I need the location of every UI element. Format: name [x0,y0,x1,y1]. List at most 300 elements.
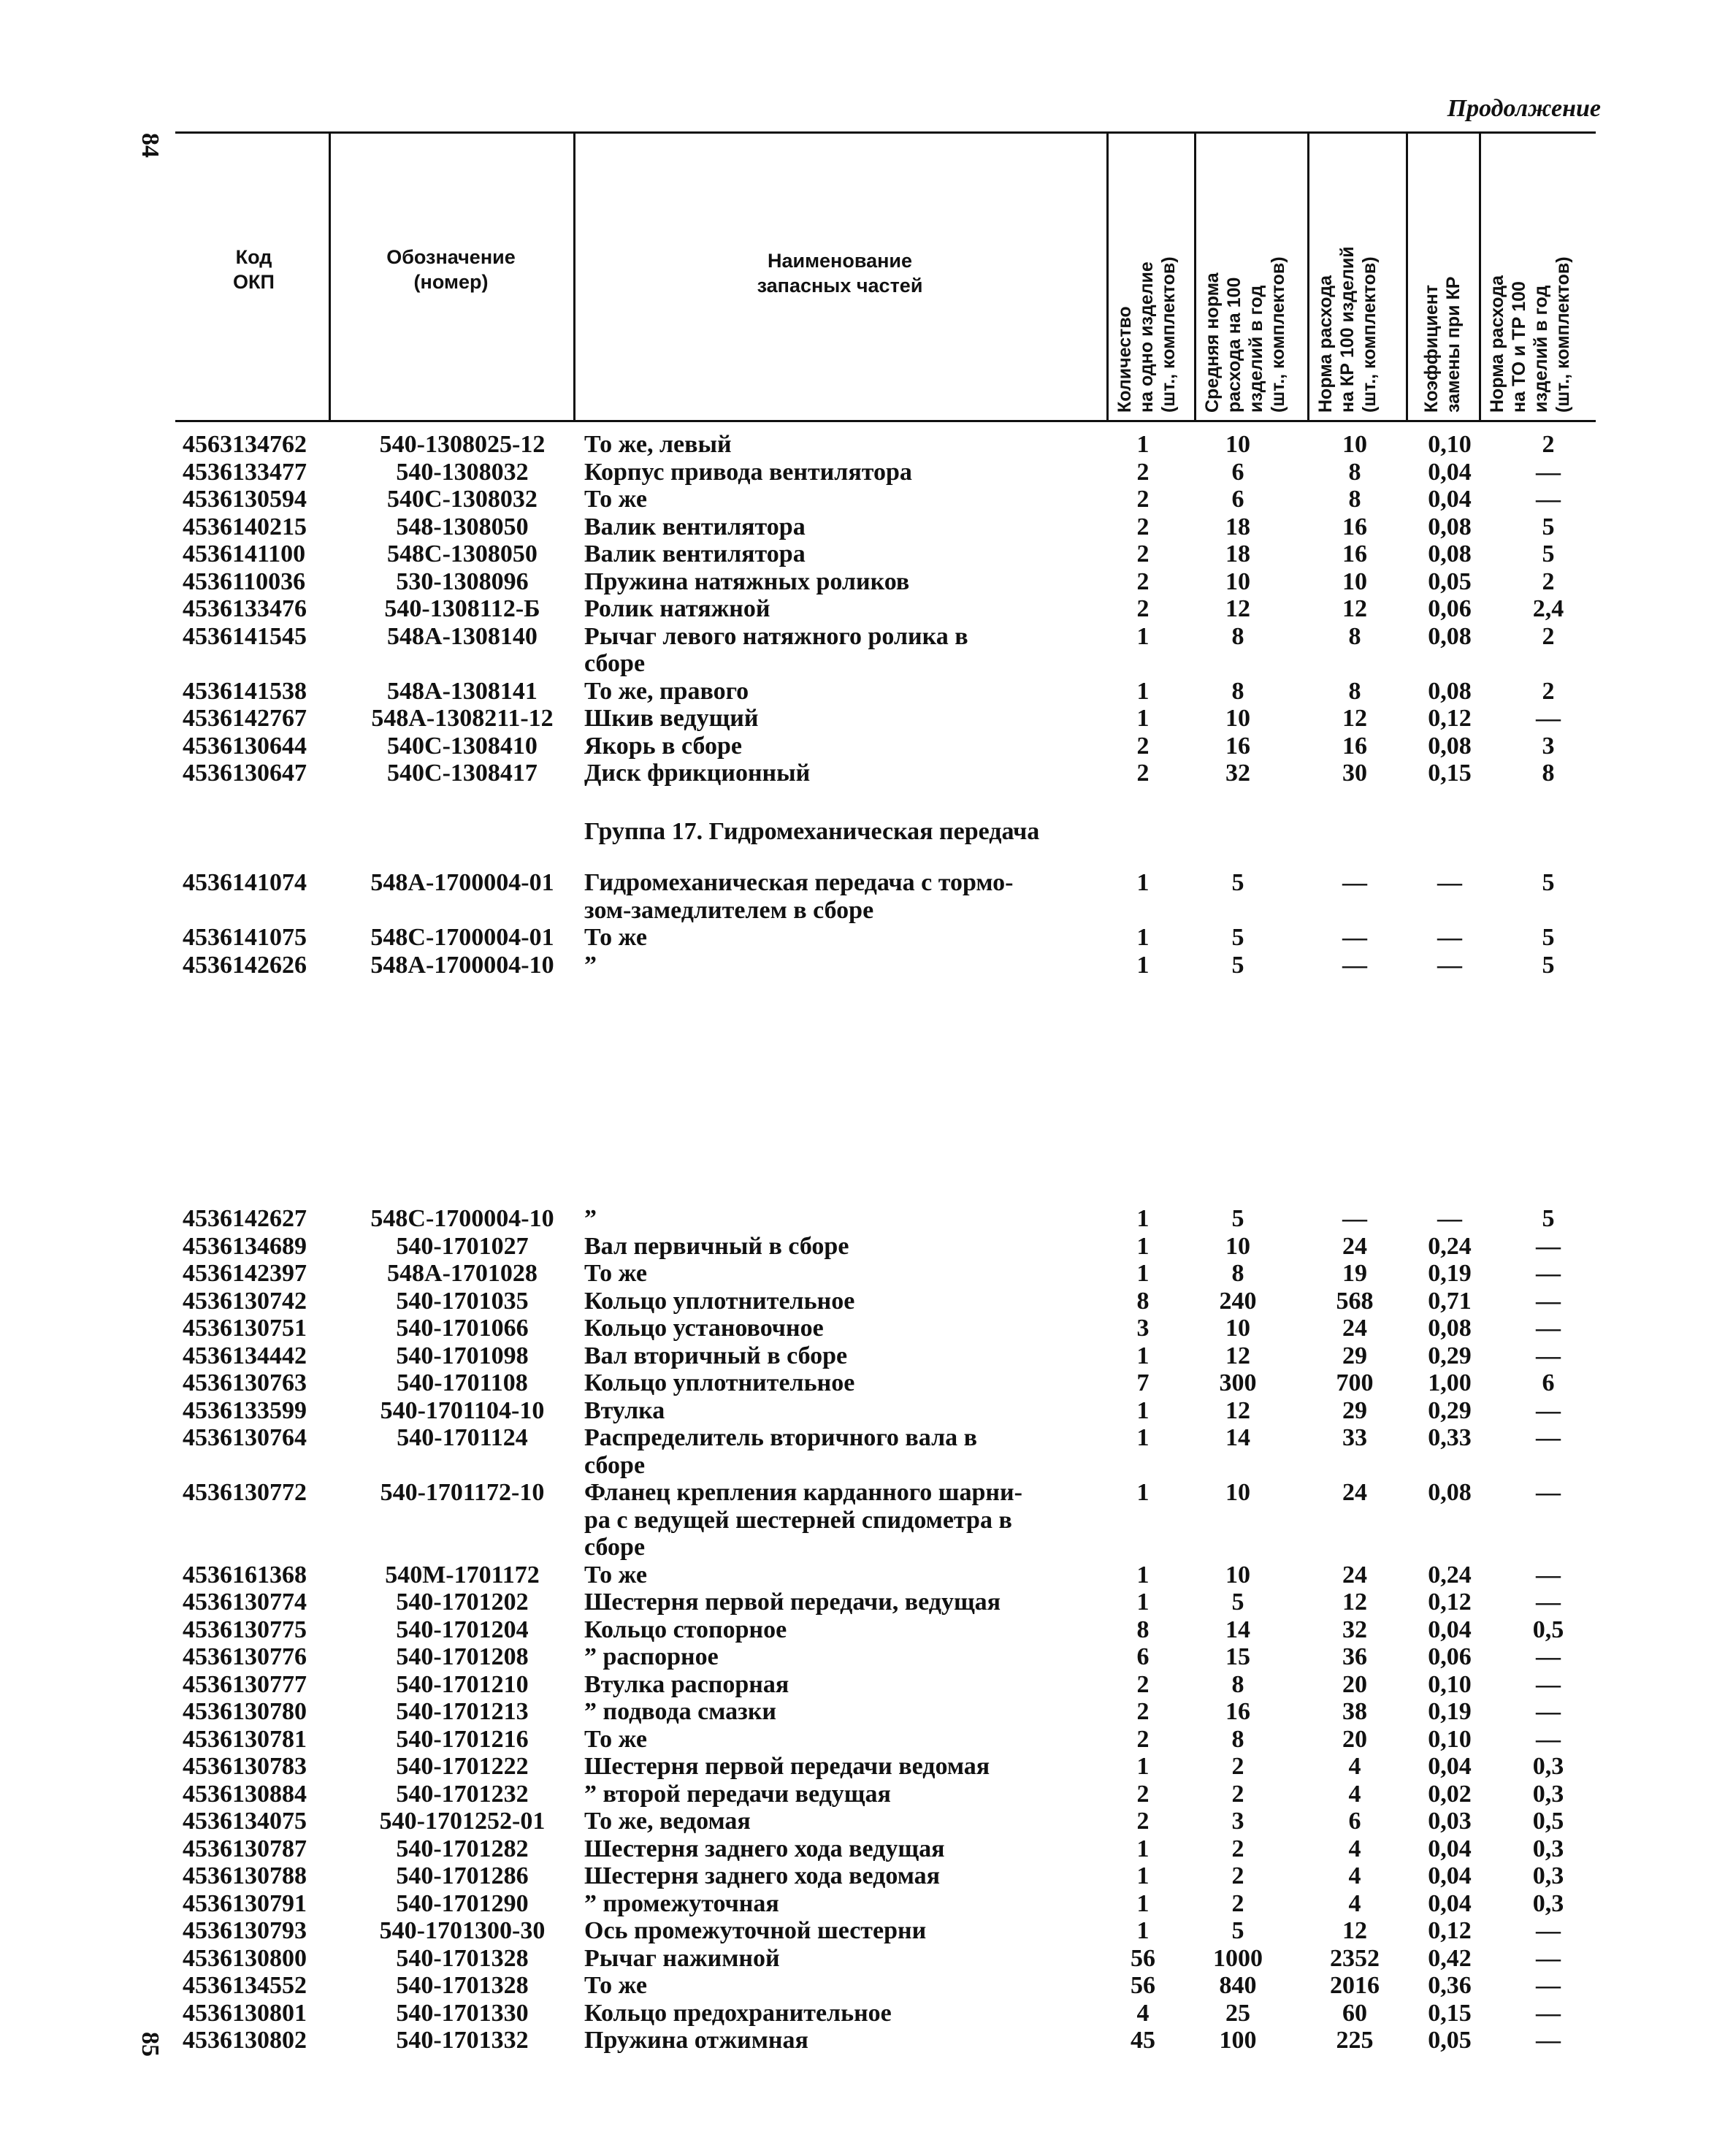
cell-kr: 4 [1348,1889,1361,1917]
cell-coef: 0,08 [1428,622,1472,650]
cell-qty: 1 [1136,677,1150,705]
continuation-label: Продолжение [1447,95,1601,122]
cell-qty: 1 [1136,1205,1150,1232]
cell-avg: 10 [1225,1561,1250,1589]
cell-kr: 20 [1342,1670,1367,1698]
cell-coef: 0,08 [1428,540,1472,567]
cell-kr: 24 [1342,1479,1367,1506]
cell-designation: 540-1701124 [397,1424,528,1451]
cell-coef: 0,19 [1428,1260,1472,1287]
cell-designation: 540-1701204 [396,1616,529,1643]
cell-qty: 2 [1136,1698,1150,1725]
cell-kr: 10 [1342,567,1367,595]
cell-to: 0,3 [1532,1889,1564,1917]
cell-to: — [1536,1260,1561,1287]
cell-kr: — [1342,1205,1367,1232]
col-divider [1406,131,1408,422]
cell-qty: 1 [1136,1561,1150,1589]
cell-kr: 10 [1342,431,1367,458]
cell-kr: 700 [1336,1369,1374,1396]
cell-avg: 10 [1225,1232,1250,1260]
cell-designation: 548С-1700004-01 [370,924,554,951]
cell-designation: 540-1701035 [396,1287,529,1315]
cell-to: — [1536,1287,1561,1315]
cell-code: 4536130791 [183,1889,307,1917]
cell-code: 4536141075 [183,924,307,951]
cell-coef: 0,19 [1428,1698,1472,1725]
cell-designation: 540М-1701172 [385,1561,540,1589]
cell-to: — [1536,1670,1561,1698]
cell-code: 4536130793 [183,1917,307,1944]
cell-code: 4536133477 [183,458,307,486]
cell-coef: 0,04 [1428,1753,1472,1780]
cell-qty: 1 [1136,1260,1150,1287]
cell-avg: 1000 [1213,1944,1263,1972]
cell-to: — [1536,1725,1561,1753]
cell-to: 0,5 [1532,1616,1564,1643]
cell-name: То же, ведомая [584,1808,751,1835]
cell-coef: 0,24 [1428,1232,1472,1260]
cell-qty: 1 [1136,1396,1150,1424]
cell-code: 4536142626 [183,951,307,979]
cell-name: Корпус привода вентилятора [584,458,912,486]
cell-avg: 10 [1225,705,1250,732]
cell-designation: 540С-1308032 [387,486,538,513]
cell-code: 4536142767 [183,705,307,732]
cell-kr: — [1342,924,1367,951]
cell-name: То же [584,1561,647,1589]
col-divider [329,131,331,422]
cell-designation: 540-1701098 [396,1342,529,1369]
cell-coef: 0,29 [1428,1396,1472,1424]
cell-code: 4536130780 [183,1698,307,1725]
cell-kr: 8 [1348,622,1361,650]
cell-designation: 540-1701290 [396,1889,529,1917]
col-divider [1307,131,1309,422]
cell-coef: 0,12 [1428,705,1472,732]
cell-code: 4536130594 [183,486,307,513]
cell-qty: 2 [1136,1725,1150,1753]
cell-to: — [1536,1479,1561,1506]
cell-designation: 540-1701286 [396,1862,529,1889]
cell-to: 2 [1542,677,1555,705]
cell-qty: 1 [1136,1232,1150,1260]
cell-code: 4536134075 [183,1808,307,1835]
cell-name: ” [584,1205,597,1232]
cell-avg: 10 [1225,1315,1250,1342]
cell-qty: 1 [1136,705,1150,732]
cell-coef: 0,10 [1428,1725,1472,1753]
cell-kr: 30 [1342,760,1367,787]
cell-qty: 2 [1136,486,1150,513]
cell-code: 4536141074 [183,869,307,896]
cell-kr: 33 [1342,1424,1367,1451]
cell-code: 4536141100 [183,540,306,567]
cell-to: 3 [1542,732,1555,760]
cell-name: То же [584,1725,647,1753]
cell-qty: 1 [1136,951,1150,979]
cell-designation: 548А-1308211-12 [371,705,554,732]
cell-coef: — [1437,951,1462,979]
cell-to: — [1536,1342,1561,1369]
cell-kr: 8 [1348,677,1361,705]
cell-kr: 4 [1348,1835,1361,1862]
cell-code: 4536130783 [183,1753,307,1780]
cell-kr: 38 [1342,1698,1367,1725]
cell-code: 4536130763 [183,1369,307,1396]
cell-to: — [1536,486,1561,513]
cell-to: 2 [1542,431,1555,458]
cell-kr: 36 [1342,1643,1367,1670]
cell-avg: 10 [1225,1479,1250,1506]
cell-qty: 1 [1136,1424,1150,1451]
cell-name: Вал вторичный в сборе [584,1342,848,1369]
cell-coef: 0,05 [1428,2027,1472,2054]
header-designation: Обозначение (номер) [386,246,516,293]
cell-qty: 2 [1136,1670,1150,1698]
cell-avg: 8 [1231,1670,1244,1698]
cell-qty: 1 [1136,1589,1150,1616]
cell-name-continuation: ра с ведущей шестерней спидометра в [584,1506,1012,1534]
cell-designation: 540-1701222 [396,1753,529,1780]
cell-to: 0,3 [1532,1753,1564,1780]
cell-to: — [1536,458,1561,486]
cell-designation: 548С-1308050 [387,540,538,567]
cell-qty: 1 [1136,1479,1150,1506]
cell-avg: 15 [1225,1643,1250,1670]
cell-designation: 540-1701027 [396,1232,529,1260]
header-coef: Коэффициент замены при КР [1421,276,1464,413]
cell-qty: 1 [1136,1889,1150,1917]
cell-qty: 2 [1136,540,1150,567]
cell-code: 4536134552 [183,1972,307,1999]
cell-to: 2,4 [1532,595,1564,622]
cell-coef: 0,33 [1428,1424,1472,1451]
cell-qty: 1 [1136,1753,1150,1780]
cell-to: — [1536,1917,1561,1944]
cell-to: 0,5 [1532,1808,1564,1835]
cell-name: Шестерня первой передачи ведомая [584,1753,990,1780]
cell-to: — [1536,1698,1561,1725]
cell-to: 0,3 [1532,1835,1564,1862]
cell-designation: 540-1701252-01 [379,1808,546,1835]
cell-designation: 548А-1700004-10 [370,951,554,979]
cell-name: Рычаг левого натяжного ролика в [584,622,968,650]
cell-kr: 12 [1342,1589,1367,1616]
cell-designation: 540-1701300-30 [379,1917,546,1944]
col-divider [1479,131,1481,422]
cell-name: Валик вентилятора [584,513,806,540]
cell-code: 4536130884 [183,1780,307,1808]
cell-kr: 19 [1342,1260,1367,1287]
cell-to: — [1536,1561,1561,1589]
cell-code: 4536130774 [183,1589,307,1616]
cell-name: Шкив ведущий [584,705,759,732]
cell-avg: 10 [1225,567,1250,595]
cell-code: 4536141538 [183,677,307,705]
cell-avg: 5 [1231,1917,1244,1944]
cell-name: Пружина натяжных роликов [584,567,910,595]
cell-qty: 1 [1136,622,1150,650]
cell-avg: 32 [1225,760,1250,787]
cell-name: Шестерня заднего хода ведущая [584,1835,945,1862]
cell-to: 5 [1542,540,1555,567]
cell-avg: 12 [1225,1342,1250,1369]
cell-code: 4536130781 [183,1725,307,1753]
cell-coef: 0,15 [1428,760,1472,787]
cell-designation: 548С-1700004-10 [370,1205,554,1232]
cell-kr: 4 [1348,1780,1361,1808]
cell-to: — [1536,1999,1561,2027]
header-bottom-rule [175,420,1596,422]
cell-to: — [1536,1643,1561,1670]
cell-coef: 0,10 [1428,1670,1472,1698]
cell-qty: 1 [1136,431,1150,458]
cell-qty: 1 [1136,1342,1150,1369]
cell-to: — [1536,1315,1561,1342]
cell-coef: 0,08 [1428,732,1472,760]
cell-qty: 2 [1136,595,1150,622]
cell-designation: 540С-1308417 [387,760,538,787]
cell-qty: 2 [1136,513,1150,540]
cell-qty: 1 [1136,1862,1150,1889]
cell-to: — [1536,1972,1561,1999]
cell-designation: 540-1701328 [396,1972,529,1999]
cell-avg: 8 [1231,1725,1244,1753]
cell-code: 4536133476 [183,595,307,622]
cell-to: 5 [1542,513,1555,540]
cell-designation: 540-1308025-12 [379,431,546,458]
cell-code: 4536130775 [183,1616,307,1643]
cell-coef: 0,04 [1428,458,1472,486]
cell-name: Валик вентилятора [584,540,806,567]
cell-avg: 16 [1225,732,1250,760]
cell-qty: 1 [1136,924,1150,951]
cell-avg: 840 [1219,1972,1257,1999]
cell-kr: 12 [1342,1917,1367,1944]
cell-name: То же [584,486,647,513]
cell-kr: 60 [1342,1999,1367,2027]
cell-code: 4536142397 [183,1260,307,1287]
cell-to: 5 [1542,951,1555,979]
cell-avg: 5 [1231,869,1244,896]
cell-avg: 12 [1225,1396,1250,1424]
cell-kr: 24 [1342,1561,1367,1589]
cell-avg: 16 [1225,1698,1250,1725]
cell-kr: — [1342,951,1367,979]
cell-to: — [1536,705,1561,732]
cell-qty: 4 [1136,1999,1150,2027]
cell-avg: 300 [1219,1369,1257,1396]
cell-code: 4536130787 [183,1835,307,1862]
cell-designation: 540-1701330 [396,1999,529,2027]
cell-to: 6 [1542,1369,1555,1396]
cell-qty: 3 [1136,1315,1150,1342]
cell-name: Ролик натяжной [584,595,770,622]
cell-avg: 8 [1231,677,1244,705]
cell-coef: 0,10 [1428,431,1472,458]
cell-designation: 540-1701172-10 [380,1479,545,1506]
cell-kr: 568 [1336,1287,1374,1315]
cell-designation: 540-1701210 [396,1670,529,1698]
cell-kr: 32 [1342,1616,1367,1643]
cell-kr: 12 [1342,595,1367,622]
cell-coef: — [1437,1205,1462,1232]
cell-coef: — [1437,869,1462,896]
header-to: Норма расхода на ТО и ТР 100 изделий в год (шт., комплектов) [1487,256,1573,413]
cell-coef: 0,05 [1428,567,1472,595]
cell-coef: — [1437,924,1462,951]
cell-name: Распределитель вторичного вала в [584,1424,978,1451]
col-divider [1194,131,1196,422]
cell-code: 4536140215 [183,513,307,540]
cell-coef: 0,29 [1428,1342,1472,1369]
cell-name: Диск фрикционный [584,760,811,787]
cell-kr: 16 [1342,513,1367,540]
cell-coef: 0,08 [1428,513,1472,540]
cell-name: То же [584,1260,647,1287]
cell-code: 4536134442 [183,1342,307,1369]
cell-name-continuation: сборе [584,650,646,677]
cell-name-continuation: сборе [584,1534,646,1561]
cell-avg: 14 [1225,1616,1250,1643]
cell-name: ” второй передачи ведущая [584,1780,891,1808]
cell-to: — [1536,1424,1561,1451]
cell-kr: 29 [1342,1342,1367,1369]
cell-designation: 540-1701332 [396,2027,529,2054]
cell-avg: 5 [1231,1589,1244,1616]
header-code: Код ОКП [233,246,275,293]
cell-avg: 6 [1231,458,1244,486]
cell-name: Рычаг нажимной [584,1944,780,1972]
cell-coef: 0,06 [1428,595,1472,622]
cell-coef: 0,12 [1428,1589,1472,1616]
cell-avg: 8 [1231,1260,1244,1287]
cell-coef: 0,04 [1428,1889,1472,1917]
cell-code: 4563134762 [183,431,307,458]
cell-designation: 540-1701216 [396,1725,529,1753]
cell-qty: 56 [1131,1972,1155,1999]
cell-code: 4536130788 [183,1862,307,1889]
cell-kr: 8 [1348,486,1361,513]
cell-coef: 0,24 [1428,1561,1472,1589]
cell-avg: 18 [1225,513,1250,540]
cell-coef: 0,36 [1428,1972,1472,1999]
cell-kr: 29 [1342,1396,1367,1424]
cell-kr: — [1342,869,1367,896]
cell-designation: 548-1308050 [396,513,529,540]
cell-to: — [1536,1944,1561,1972]
cell-to: — [1536,1589,1561,1616]
cell-qty: 2 [1136,458,1150,486]
cell-to: 5 [1542,869,1555,896]
cell-kr: 16 [1342,540,1367,567]
cell-coef: 0,08 [1428,1315,1472,1342]
cell-to: 5 [1542,1205,1555,1232]
cell-designation: 540-1701282 [396,1835,529,1862]
cell-coef: 0,02 [1428,1780,1472,1808]
cell-code: 4536130764 [183,1424,307,1451]
cell-to: — [1536,1396,1561,1424]
cell-name: Шестерня заднего хода ведомая [584,1862,941,1889]
cell-name: То же [584,1972,647,1999]
header-top-rule [175,131,1596,134]
cell-code: 4536130802 [183,2027,307,2054]
cell-avg: 6 [1231,486,1244,513]
cell-code: 4536141545 [183,622,307,650]
cell-code: 4536110036 [183,567,306,595]
cell-code: 4536130742 [183,1287,307,1315]
cell-coef: 0,42 [1428,1944,1472,1972]
cell-avg: 2 [1231,1835,1244,1862]
cell-name: Кольцо стопорное [584,1616,787,1643]
cell-kr: 4 [1348,1753,1361,1780]
cell-designation: 540С-1308410 [387,732,538,760]
cell-coef: 0,12 [1428,1917,1472,1944]
cell-name: Втулка распорная [584,1670,789,1698]
cell-name: Ось промежуточной шестерни [584,1917,927,1944]
cell-code: 4536134689 [183,1232,307,1260]
cell-coef: 0,71 [1428,1287,1472,1315]
header-name: Наименование запасных частей [757,250,923,297]
cell-qty: 45 [1131,2027,1155,2054]
cell-avg: 5 [1231,924,1244,951]
cell-avg: 3 [1231,1808,1244,1835]
cell-avg: 2 [1231,1889,1244,1917]
cell-designation: 540-1701066 [396,1315,529,1342]
cell-to: 0,3 [1532,1862,1564,1889]
cell-name: Кольцо установочное [584,1315,824,1342]
cell-kr: 2016 [1330,1972,1380,1999]
cell-qty: 2 [1136,1780,1150,1808]
cell-avg: 12 [1225,595,1250,622]
cell-code: 4536142627 [183,1205,307,1232]
cell-avg: 2 [1231,1862,1244,1889]
cell-name: Пружина отжимная [584,2027,808,2054]
cell-to: 2 [1542,567,1555,595]
cell-code: 4536130772 [183,1479,307,1506]
cell-name: Гидромеханическая передача с тормо- [584,869,1014,896]
cell-avg: 2 [1231,1780,1244,1808]
cell-to: — [1536,1232,1561,1260]
cell-avg: 14 [1225,1424,1250,1451]
cell-qty: 1 [1136,1917,1150,1944]
cell-qty: 1 [1136,869,1150,896]
cell-designation: 540-1701213 [396,1698,529,1725]
cell-designation: 540-1308032 [396,458,529,486]
cell-avg: 100 [1219,2027,1257,2054]
cell-code: 4536130644 [183,732,307,760]
cell-kr: 16 [1342,732,1367,760]
cell-kr: 225 [1336,2027,1374,2054]
header-avg: Средняя норма расхода на 100 изделий в год (шт., комплектов) [1202,256,1288,413]
cell-designation: 540-1701208 [396,1643,529,1670]
cell-designation: 540-1701108 [397,1369,528,1396]
cell-name: То же, левый [584,431,732,458]
cell-name: ” подвода смазки [584,1698,777,1725]
col-divider [1106,131,1109,422]
cell-kr: 24 [1342,1232,1367,1260]
cell-kr: 20 [1342,1725,1367,1753]
cell-qty: 8 [1136,1616,1150,1643]
cell-to: 2 [1542,622,1555,650]
cell-qty: 7 [1136,1369,1150,1396]
cell-avg: 5 [1231,1205,1244,1232]
cell-coef: 0,08 [1428,677,1472,705]
cell-designation: 530-1308096 [396,567,529,595]
cell-name: ” распорное [584,1643,719,1670]
header-qty: Количество на одно изделие (шт., комплектов) [1114,256,1179,413]
